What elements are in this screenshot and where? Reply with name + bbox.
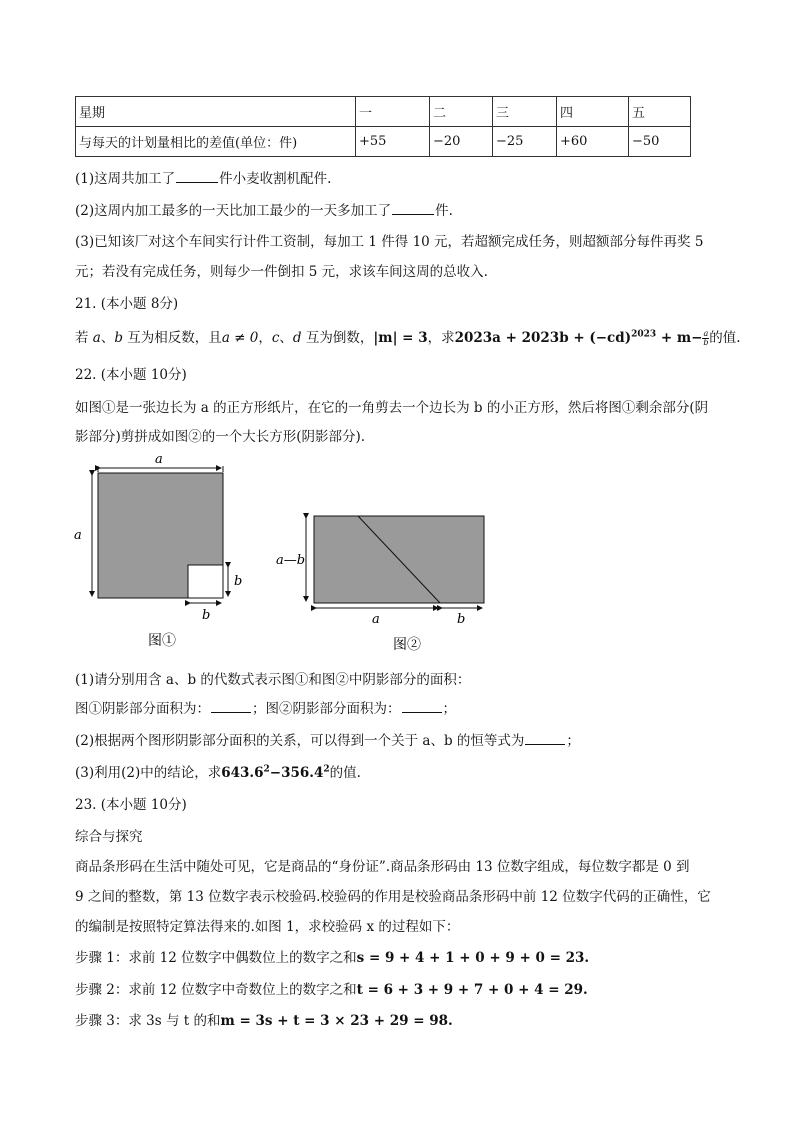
answer-blank: [525, 732, 565, 745]
answer-blank: [392, 202, 434, 215]
table-header-cell: 星期: [76, 97, 356, 127]
step-text: 步骤 2：求前 12 位数字中奇数位上的数字之和: [75, 982, 357, 998]
var-a: a: [92, 330, 101, 346]
math-exponent: 2023: [631, 329, 657, 340]
q21-text-part: ，: [258, 330, 272, 346]
q21-text-part: ，求: [427, 330, 455, 346]
q23-para-line1: 商品条形码在生活中随处可见，它是商品的“身份证”.商品条形码由 13 位数字组成，每位数字都是 0 到: [75, 859, 690, 875]
q20-part1-text: (1)这周共加工了: [75, 171, 176, 187]
q22-part3-text: (3)利用(2)中的结论，求: [75, 765, 222, 781]
q22-intro-line1: 如图①是一张边长为 a 的正方形纸片，在它的一角剪去一个边长为 b 的小正方形，然后将图①剩余部分(阴: [75, 400, 709, 416]
q21-sep: 、: [279, 330, 293, 346]
q23-step2: [75, 978, 588, 998]
difference-table: [75, 96, 691, 157]
q22-intro-line2: 影部分)剪拼成如图②的一个大长方形(阴影部分).: [75, 429, 366, 445]
table-cell: −50: [629, 127, 691, 157]
fill-text: ；: [442, 701, 456, 717]
label-b-bottom: b: [457, 612, 466, 627]
q20-part2: [75, 199, 453, 219]
table-cell: −25: [493, 127, 557, 157]
label-a-top: a: [155, 452, 163, 467]
q22-part1-fill: [75, 697, 456, 717]
math-number: −356.4: [269, 765, 324, 781]
fill-text: ；图②阴影部分面积为：: [252, 701, 401, 717]
table-header-cell: 三: [493, 97, 557, 127]
q23-step3: [75, 1009, 453, 1029]
label-a-bottom: a: [372, 612, 380, 627]
figure-2-caption: 图②: [393, 637, 421, 653]
q20-part1-text-end: 件小麦收割机配件.: [219, 171, 332, 187]
figure-1: [60, 448, 260, 653]
math-exponent: 2: [323, 764, 330, 775]
q23-para-line2: 9 之间的整数，第 13 位数字表示校验码.校验码的作用是校验商品条形码中前 12 位数字代码的正确性，它: [75, 889, 711, 905]
label-b-right: b: [234, 574, 243, 589]
q22-heading: 22. (本小题 10分): [75, 367, 187, 383]
table-cell: −20: [430, 127, 493, 157]
label-b-bottom: b: [202, 608, 211, 623]
q20-part3-line2: 元；若没有完成任务，则每少一件倒扣 5 元，求该车间这周的总收入.: [75, 264, 488, 280]
q23-para-line3: 的编制是按照特定算法得来的.如图 1，求校验码 x 的过程如下：: [75, 919, 460, 935]
q23-heading: 23. (本小题 10分): [75, 797, 187, 813]
q20-part2-text-end: 件.: [435, 203, 453, 219]
var-c: c: [271, 330, 280, 346]
answer-blank: [211, 700, 251, 713]
q21-text-part: 若: [75, 330, 93, 346]
table-row: [76, 97, 691, 127]
step-formula: s = 9 + 4 + 1 + 0 + 9 + 0 = 23.: [356, 950, 590, 966]
q22-part2-text: (2)根据两个图形阴影部分面积的关系，可以得到一个关于 a、b 的恒等式为: [75, 733, 525, 749]
fraction-denominator: b: [703, 338, 709, 347]
label-a-minus-b: a—b: [276, 553, 306, 568]
q22-part3-text-end: 的值.: [329, 765, 361, 781]
fill-text: 图①阴影部分面积为：: [75, 701, 210, 717]
q23-subtitle: 综合与探究: [75, 829, 143, 845]
table-cell: +60: [557, 127, 629, 157]
q20-part2-text: (2)这周内加工最多的一天比加工最少的一天多加工了: [75, 203, 392, 219]
math-abs-m: |m| = 3: [373, 330, 428, 346]
math-number: 643.6: [221, 765, 264, 781]
q21-sep: 、: [100, 330, 115, 346]
table-header-cell: 一: [356, 97, 430, 127]
step-text: 步骤 1：求前 12 位数字中偶数位上的数字之和: [75, 950, 357, 966]
math-a-neq-0: a ≠ 0: [221, 330, 259, 346]
q23-step1: [75, 946, 589, 966]
label-a-left: a: [74, 528, 82, 543]
q20-part3-line1: (3)已知该厂对这个车间实行计件工资制，每加工 1 件得 10 元，若超额完成任务，则超额部分每件再奖 5: [75, 234, 704, 250]
table-header-cell: 二: [430, 97, 493, 127]
q21-text-part: 互为相反数，且: [123, 330, 222, 346]
cut-square: [188, 565, 223, 598]
table-row: [76, 127, 691, 157]
math-expression-tail: + m−: [656, 330, 703, 346]
figure-1-caption: 图①: [148, 633, 176, 649]
table-row-label: 与每天的计划量相比的差值(单位：件): [76, 127, 356, 157]
q21-text-part: 互为倒数，: [301, 330, 374, 346]
table-header-cell: 四: [557, 97, 629, 127]
table-header-cell: 五: [629, 97, 691, 127]
fraction-numerator: a: [703, 329, 709, 338]
q22-part1: (1)请分别用含 a、b 的代数式表示图①和图②中阴影部分的面积：: [75, 672, 471, 688]
figure-2: [268, 505, 498, 657]
math-expression: 2023a + 2023b + (−cd): [454, 330, 632, 346]
var-d: d: [292, 330, 302, 346]
q22-part3: [75, 761, 361, 781]
q20-part1: [75, 167, 331, 187]
q22-part2: [75, 729, 580, 749]
q21-text-part: 的值.: [709, 330, 741, 346]
step-text: 步骤 3：求 3s 与 t 的和: [75, 1013, 221, 1029]
q21-heading: 21. (本小题 8分): [75, 296, 179, 312]
step-formula: t = 6 + 3 + 9 + 7 + 0 + 4 = 29.: [356, 982, 588, 998]
q21-text: [75, 326, 741, 347]
var-b: b: [114, 330, 124, 346]
answer-blank: [402, 700, 442, 713]
answer-blank: [176, 170, 218, 183]
math-exponent: 2: [263, 764, 270, 775]
table-cell: +55: [356, 127, 430, 157]
q22-part2-text-end: ；: [566, 733, 580, 749]
step-formula: m = 3s + t = 3 × 23 + 29 = 98.: [220, 1013, 453, 1029]
